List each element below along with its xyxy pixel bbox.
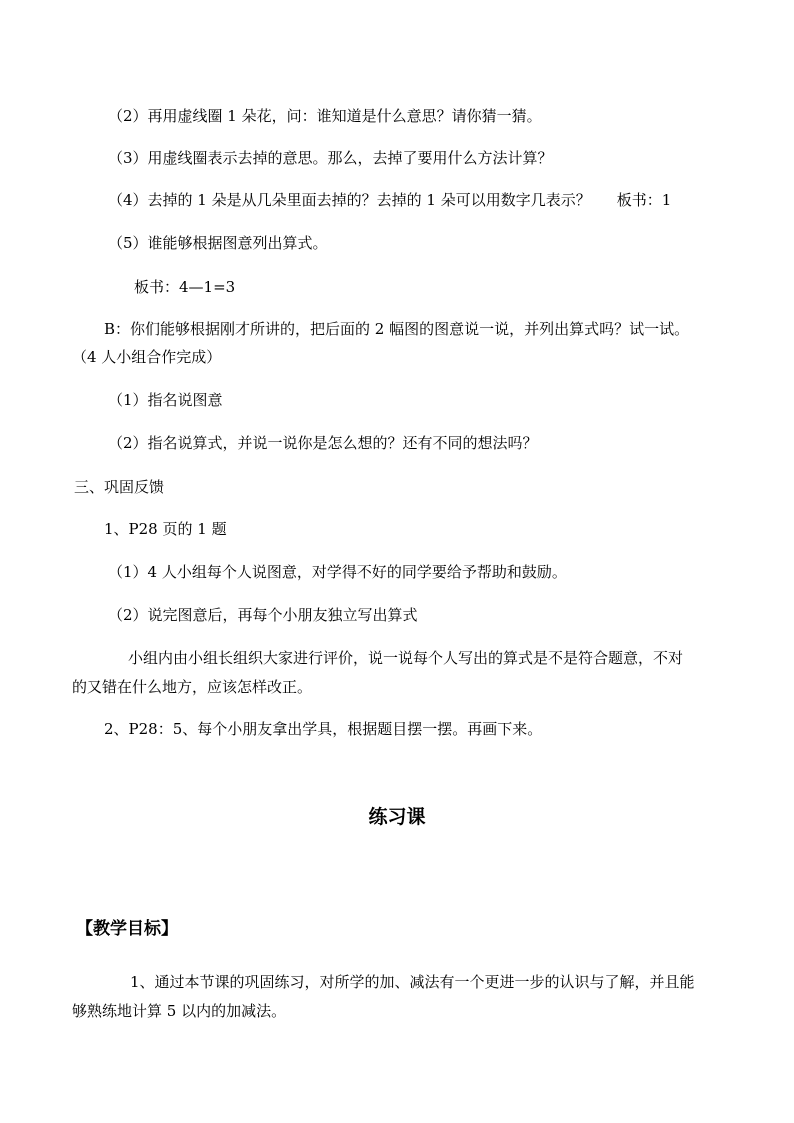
step-5-text: （5）谁能够根据图意列出算式。 bbox=[108, 234, 328, 252]
section-3-heading: 三、巩固反馈 bbox=[74, 478, 165, 496]
evaluation-line-1: 小组内由小组长组织大家进行评价，说一说每个人写出的算式是不是符合题意，不对 bbox=[128, 649, 684, 667]
section-3-item-1: 1、P28 页的 1 题 bbox=[104, 520, 227, 538]
part-b-item-2: （2）指名说算式，并说一说你是怎么想的？还有不同的想法吗？ bbox=[108, 434, 538, 452]
step-4-line bbox=[108, 190, 671, 210]
section-3-sub-2: （2）说完图意后，再每个小朋友独立写出算式 bbox=[108, 606, 418, 624]
objective-1-line-2: 够熟练地计算 5 以内的加减法。 bbox=[72, 1002, 287, 1020]
part-b-line-2: （4 人小组合作完成） bbox=[72, 348, 222, 366]
practice-title: 练习课 bbox=[368, 806, 426, 828]
step-3-text: （3）用虚线圈表示去掉的意思。那么，去掉了要用什么方法计算？ bbox=[108, 149, 553, 167]
objective-1-line-1: 1、通过本节课的巩固练习，对所学的加、减法有一个更进一步的认识与了解，并且能 bbox=[130, 973, 695, 991]
part-b-line-1: B：你们能够根据刚才所讲的，把后面的 2 幅图的图意说一说，并列出算式吗？试一试。 bbox=[104, 320, 690, 338]
board-note-inline: 板书：1 bbox=[616, 191, 672, 209]
objectives-heading: 【教学目标】 bbox=[76, 919, 178, 939]
evaluation-line-2: 的又错在什么地方，应该怎样改正。 bbox=[72, 678, 313, 696]
board-formula: 板书：4—1=3 bbox=[134, 278, 236, 296]
section-3-item-2: 2、P28：5、每个小朋友拿出学具，根据题目摆一摆。再画下来。 bbox=[104, 720, 543, 738]
section-3-sub-1: （1）4 人小组每个人说图意，对学得不好的同学要给予帮助和鼓励。 bbox=[108, 563, 567, 581]
step-4-text: （4）去掉的 1 朵是从几朵里面去掉的？去掉的 1 朵可以用数字几表示？ bbox=[108, 191, 591, 209]
step-2-text: （2）再用虚线圈 1 朵花，问：谁知道是什么意思？请你猜一猜。 bbox=[108, 107, 542, 125]
part-b-item-1: （1）指名说图意 bbox=[108, 391, 223, 409]
